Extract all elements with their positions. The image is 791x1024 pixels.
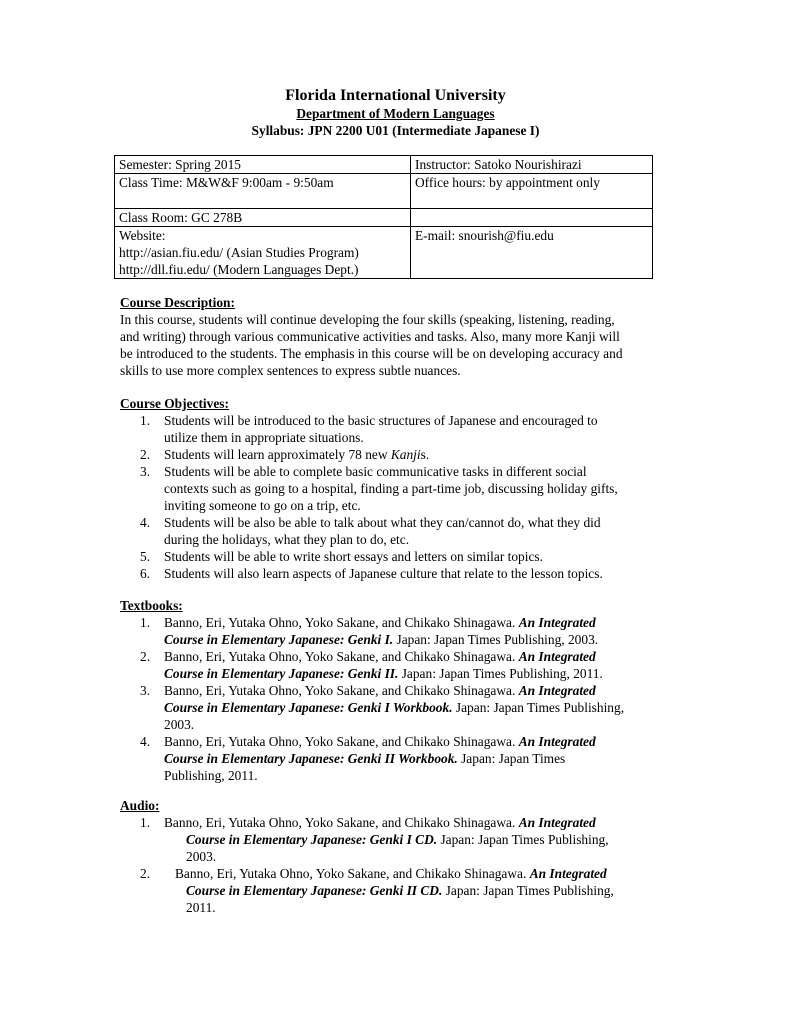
course-description-section	[120, 294, 680, 379]
section-title: Course Description:	[120, 295, 235, 310]
semester-cell: Semester: Spring 2015	[115, 156, 411, 174]
office-hours-cell: Office hours: by appointment only	[411, 174, 653, 209]
table-row	[115, 227, 653, 279]
document-header	[0, 86, 791, 139]
description-line: be introduced to the students. The emphasis in this course will be on developing accuracy and	[120, 346, 623, 361]
class-time-cell: Class Time: M&W&F 9:00am - 9:50am	[115, 174, 411, 209]
list-item: 6. Students will also learn aspects of Japanese culture that relate to the lesson topics.	[140, 566, 603, 581]
objectives-list	[120, 412, 680, 582]
list-item: 2. Banno, Eri, Yutaka Ohno, Yoko Sakane, and Chikako Shinagawa. An Integrated Course in Elementary Japanese: Genki II. Japan: Japan Times Publishing, 2011.	[140, 649, 603, 681]
list-item: 1. Banno, Eri, Yutaka Ohno, Yoko Sakane, and Chikako Shinagawa. An Integrated Course in Elementary Japanese: Genki I. Japan: Japan Times Publishing, 2003.	[140, 615, 599, 647]
list-item: 5. Students will be able to write short essays and letters on similar topics.	[140, 549, 543, 564]
list-item: 3. Banno, Eri, Yutaka Ohno, Yoko Sakane, and Chikako Shinagawa. An Integrated Course in Elementary Japanese: Genki I Workbook. Japan: Japan Times Publishing, 2003.	[140, 683, 625, 732]
website-label: Website:	[119, 228, 166, 243]
list-item: 3. Students will be able to complete basic communicative tasks in different social contexts such as going to a hospital, finding a part-time job, discussing holiday gifts, inviting someone to go on a trip, etc.	[140, 464, 618, 513]
textbooks-list	[120, 614, 680, 784]
table-row	[115, 174, 653, 209]
website-link-dll[interactable]: http://dll.fiu.edu/ (Modern Languages Dept.)	[119, 262, 359, 277]
website-cell	[115, 227, 411, 279]
description-line: skills to use more complex sentences to express subtle nuances.	[120, 363, 461, 378]
list-item: 1. Banno, Eri, Yutaka Ohno, Yoko Sakane, and Chikako Shinagawa. An Integrated Course in Elementary Japanese: Genki I CD. Japan: Japan Times Publishing, 2003.	[140, 815, 609, 864]
section-title: Audio:	[120, 798, 160, 813]
list-item: 2. Banno, Eri, Yutaka Ohno, Yoko Sakane, and Chikako Shinagawa. An Integrated Course in Elementary Japanese: Genki II CD. Japan: Japan Times Publishing, 2011.	[140, 866, 614, 915]
instructor-cell: Instructor: Satoko Nourishirazi	[411, 156, 653, 174]
section-title: Course Objectives:	[120, 396, 229, 411]
description-line: and writing) through various communicative activities and tasks. Also, many more Kanji will	[120, 329, 620, 344]
department-title: Department of Modern Languages	[296, 106, 495, 121]
website-link-asian[interactable]: http://asian.fiu.edu/ (Asian Studies Program)	[119, 245, 359, 260]
audio-list	[120, 814, 680, 916]
list-item: 4. Banno, Eri, Yutaka Ohno, Yoko Sakane, and Chikako Shinagawa. An Integrated Course in Elementary Japanese: Genki II Workbook. Japan: Japan Times Publishing, 2011.	[140, 734, 596, 783]
empty-cell	[411, 209, 653, 227]
table-row	[115, 156, 653, 174]
class-room-cell: Class Room: GC 278B	[115, 209, 411, 227]
list-item: 2. Students will learn approximately 78 new Kanjis.	[140, 447, 430, 462]
list-item: 4. Students will be also be able to talk about what they can/cannot do, what they did during the holidays, what they plan to do, etc.	[140, 515, 601, 547]
description-line: In this course, students will continue developing the four skills (speaking, listening, reading,	[120, 312, 615, 327]
syllabus-title: Syllabus: JPN 2200 U01 (Intermediate Japanese I)	[251, 123, 540, 138]
university-title: Florida International University	[285, 87, 506, 104]
section-title: Textbooks:	[120, 598, 183, 613]
email-cell[interactable]: E-mail: snourish@fiu.edu	[411, 227, 653, 279]
table-row	[115, 209, 653, 227]
list-item: 1. Students will be introduced to the basic structures of Japanese and encouraged to utilize them in appropriate situations.	[140, 413, 598, 445]
textbooks-section	[120, 597, 680, 784]
audio-section	[120, 797, 680, 916]
course-info-table	[114, 155, 653, 279]
course-objectives-section	[120, 395, 680, 582]
